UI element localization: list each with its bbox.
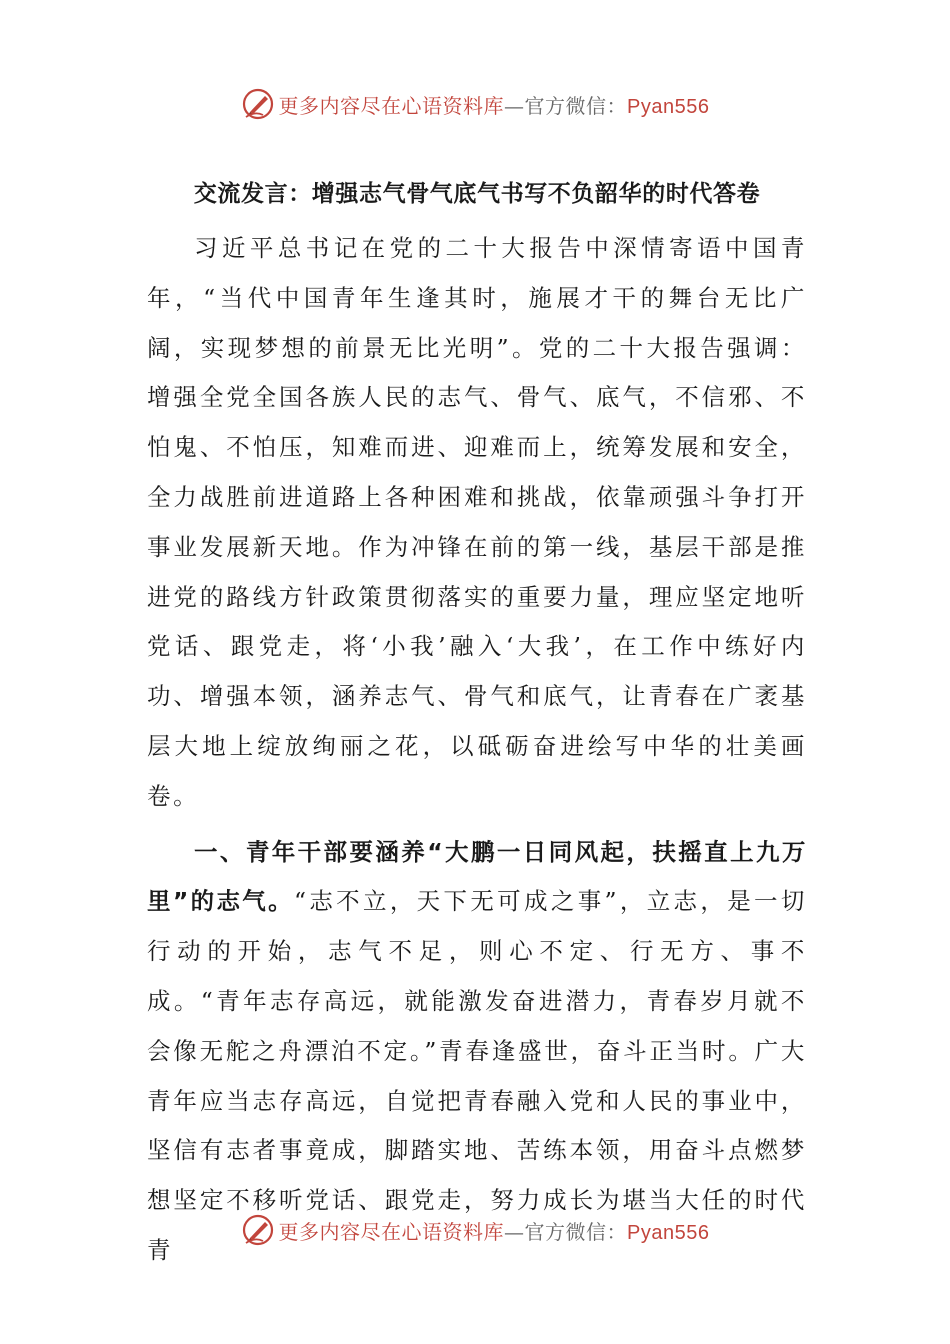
pen-logo-icon — [241, 1213, 275, 1247]
document-body — [147, 170, 807, 1276]
pen-logo-icon — [241, 87, 275, 121]
footer-watermark-banner — [0, 1210, 950, 1250]
section-one-body: “志不立，天下无可成之事”，立志，是一切行动的开始，志气不足，则心不定、行无方、事不成。“青年志存高远，就能激发奋进潜力，青春岁月就不会像无舵之舟漂泊不定。”青春逢盛世，奋斗正当时。广大青年应当志存高远，自觉把青春融入党和人民的事业中，坚信有志者事竟成，脚踏实地、苦练本领，用奋斗点燃梦想坚定不移听党话、跟党走，努力成长为堪当大任的时代青 — [147, 887, 807, 1264]
paragraph-section-one — [147, 828, 807, 1276]
header-watermark-banner — [0, 84, 950, 124]
banner-text: 更多内容尽在心语资料库—官方微信：Pyan556 — [278, 93, 710, 118]
section-one-heading: 一、青年干部要涵养“大鹏一日同风起，扶摇直上九万里”的志气。 — [147, 837, 807, 916]
banner-text: 更多内容尽在心语资料库—官方微信：Pyan556 — [278, 1219, 710, 1244]
paragraph-intro: 习近平总书记在党的二十大报告中深情寄语中国青年，“当代中国青年生逢其时，施展才干的舞台无比广阔，实现梦想的前景无比光明”。党的二十大报告强调：增强全党全国各族人民的志气、骨气、底气，不信邪、不怕鬼、不怕压，知难而进、迎难而上，统筹发展和安全，全力战胜前进道路上各种困难和挑战，依靠顽强斗争打开事业发展新天地。作为冲锋在前的第一线，基层干部是推进党的路线方针政策贯彻落实的重要力量，理应坚定地听党话、跟党走，将‘小我’融入‘大我’，在工作中练好内功、增强本领，涵养志气、骨气和底气，让青春在广袤基层大地上绽放绚丽之花，以砥砺奋进绘写中华的壮美画卷。 — [147, 234, 807, 810]
document-title: 交流发言：增强志气骨气底气书写不负韶华的时代答卷 — [193, 181, 761, 207]
